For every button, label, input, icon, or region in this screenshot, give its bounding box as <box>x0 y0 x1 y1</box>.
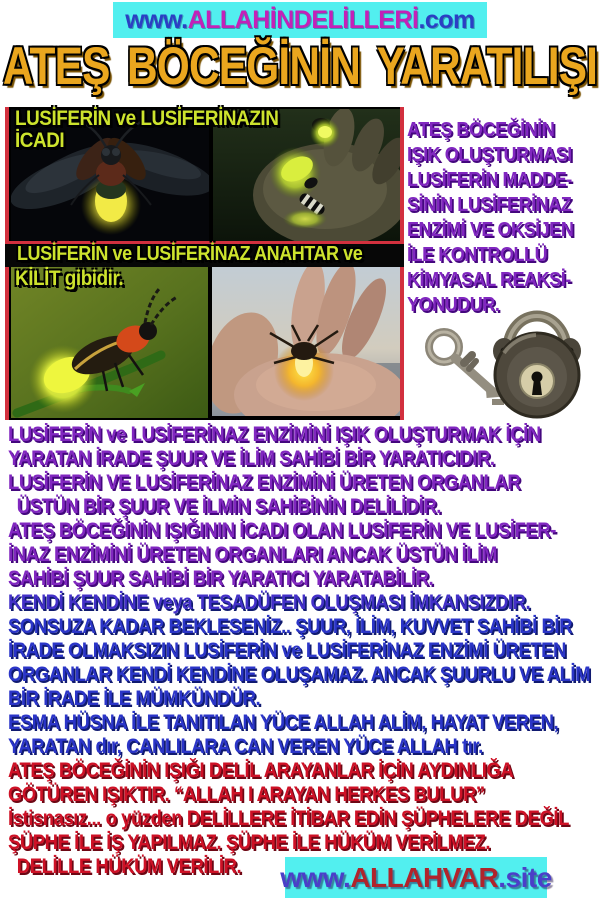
body-line: ÜSTÜN BİR ŞUUR VE İLMİN SAHİBİNİN DELİLİDİR. <box>16 495 441 518</box>
caption-kilit: KİLİT gibidir. <box>15 267 124 290</box>
body-line: DELİLLE HÜKÜM VERİLİR. <box>16 855 242 878</box>
right-col-line: SİNİN LUSİFERİNAZ <box>407 194 572 216</box>
top-url-prefix: www. <box>125 5 188 34</box>
lock-and-key-image <box>408 303 598 420</box>
body-line: ŞÜPHE İLE İŞ YAPILMAZ. ŞÜPHE İLE HÜKÜM VERİLMEZ. <box>8 831 491 854</box>
top-url-suffix: .com <box>418 5 475 34</box>
footer-url-prefix: www. <box>280 861 351 893</box>
top-site-banner[interactable] <box>113 2 487 38</box>
padlock-icon <box>493 316 581 417</box>
top-url-name: ALLAHİNDELİLLERİ <box>187 5 419 34</box>
right-col-line: İLE KONTROLLÜ <box>407 244 548 266</box>
caption-icad <box>15 108 278 152</box>
right-col-line: YONUDUR. <box>407 294 500 316</box>
body-line: İstisnasız... o yüzden DELİLLERE İTİBAR EDİN ŞÜPHELERE DEĞİL <box>8 807 569 830</box>
caption-icad-line2: İCADI <box>15 129 65 152</box>
body-line: SAHİBİ ŞUUR SAHİBİ BİR YARATICI YARATABİLİR. <box>8 567 434 590</box>
right-column-text <box>407 118 600 318</box>
body-line: LUSİFERİN ve LUSİFERİNAZ ENZİMİNİ IŞIK OLUŞTURMAK İÇİN <box>8 423 541 446</box>
right-col-line: LUSİFERİN MADDE- <box>407 169 572 191</box>
caption-anahtar: LUSİFERİN ve LUSİFERİNAZ ANAHTAR ve <box>17 243 363 265</box>
right-col-line: ENZİMİ VE OKSİJEN <box>407 219 574 241</box>
body-line: ESMA HÜSNA İLE TANITILAN YÜCE ALLAH ALİM, HAYAT VEREN, <box>8 711 559 734</box>
body-line: GÖTÜREN IŞIKTIR. “ALLAH I ARAYAN HERKES BULUR” <box>8 783 485 806</box>
key-icon <box>429 332 504 405</box>
body-line: ATEŞ BÖCEĞİNİN IŞIĞININ İCADI OLAN LUSİFERİN VE LUSİFER- <box>8 519 556 542</box>
body-line: ORGANLAR KENDİ KENDİNE OLUŞAMAZ. ANCAK ŞUURLU VE ALİM <box>8 663 591 686</box>
firefly-photo-gallery <box>5 107 404 420</box>
firefly-in-palm-image <box>212 267 400 416</box>
page-title: ATEŞ BÖCEĞİNİN YARATILIŞI <box>2 37 598 96</box>
body-text <box>8 423 596 879</box>
body-line: BİR İRADE İLE MÜMKÜNDÜR. <box>8 687 261 710</box>
footer-site-banner[interactable] <box>280 857 552 898</box>
body-line: LUSİFERİN VE LUSİFERİNAZ ENZİMİNİ ÜRETEN ORGANLAR <box>8 471 521 494</box>
body-line: YARATAN dır, CANLILARA CAN VEREN YÜCE ALLAH tır. <box>8 735 483 758</box>
body-line: ATEŞ BÖCEĞİNİN IŞIĞI DELİL ARAYANLAR İÇİN AYDINLIĞA <box>8 759 514 782</box>
right-col-line: KİMYASAL REAKSİ- <box>407 269 571 291</box>
right-col-line: IŞIK OLUŞTURMASI <box>407 144 572 166</box>
body-line: İRADE OLMAKSIZIN LUSİFERİN ve LUSİFERİNAZ ENZİMİ ÜRETEN <box>8 639 566 662</box>
body-line: KENDİ KENDİNE veya TESADÜFEN OLUŞMASI İMKANSIZDIR. <box>8 591 531 614</box>
body-line: YARATAN İRADE ŞUUR VE İLİM SAHİBİ BİR YARATICIDIR. <box>8 447 495 470</box>
body-line: SONSUZA KADAR BEKLESENİZ.. ŞUUR, İLİM, KUVVET SAHİBİ BİR <box>8 615 573 638</box>
footer-url-suffix: .site <box>498 861 552 893</box>
right-col-line: ATEŞ BÖCEĞİNİN <box>407 119 555 141</box>
body-line: İNAZ ENZİMİNİ ÜRETEN ORGANLARI ANCAK ÜSTÜN İLİM <box>8 543 497 566</box>
caption-icad-line1: LUSİFERİN ve LUSİFERİNAZIN <box>15 107 279 130</box>
footer-url-name: ALLAHVAR <box>350 861 499 893</box>
